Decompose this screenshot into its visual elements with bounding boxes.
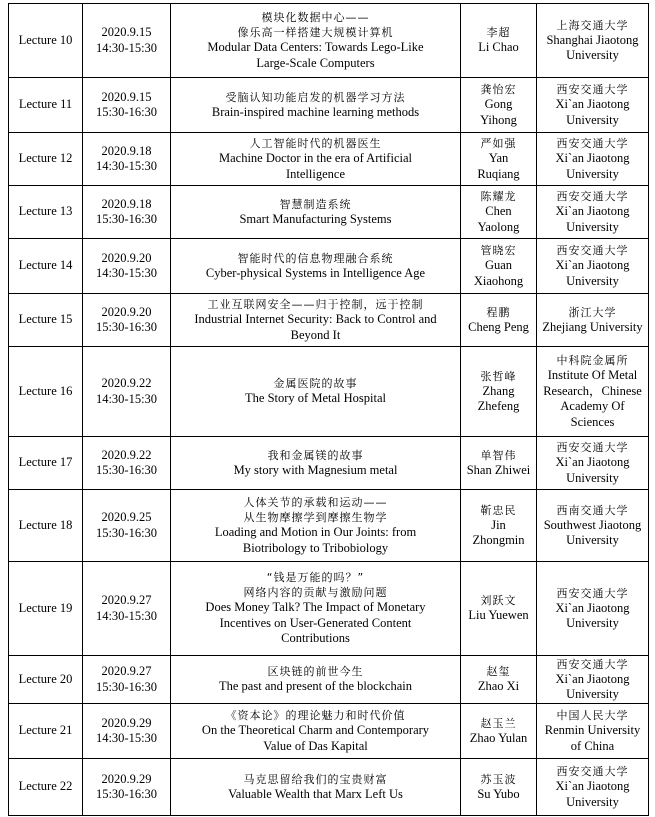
institution-english: of China — [570, 738, 615, 753]
speaker-chinese: 靳忠民 — [480, 503, 517, 517]
lecture-number: Lecture 13 — [18, 204, 73, 219]
lecture-time: 14:30-15:30 — [95, 266, 158, 280]
speaker-cell — [461, 133, 537, 186]
institution-english: Southwest Jiaotong — [543, 517, 642, 532]
institution-english: Xi`an Jiaotong — [555, 455, 630, 469]
speaker-cell — [461, 759, 537, 816]
institution-cell — [537, 347, 649, 437]
institution-chinese: 西安交通大学 — [556, 657, 629, 671]
lecture-number-cell — [9, 4, 83, 78]
institution-english: University — [566, 687, 619, 701]
speaker-cell — [461, 186, 537, 239]
speaker-english: Ruqiang — [477, 166, 520, 181]
title-english: Incentives on User-Generated Content — [219, 615, 412, 630]
date-time-cell — [83, 4, 171, 78]
title-english: Industrial Internet Security: Back to Control and — [194, 312, 437, 326]
schedule-body — [9, 4, 649, 816]
date-time-cell — [83, 490, 171, 562]
lecture-date: 2020.9.15 — [101, 25, 152, 39]
table-row — [9, 562, 649, 656]
institution-english: University — [566, 273, 619, 288]
lecture-date: 2020.9.29 — [101, 715, 152, 730]
lecture-time: 15:30-16:30 — [95, 679, 158, 694]
table-row — [9, 347, 649, 437]
speaker-chinese: 刘跃文 — [480, 594, 517, 608]
title-cell — [171, 704, 461, 759]
table-row — [9, 490, 649, 562]
title-chinese: “钱是万能的吗？” — [266, 571, 365, 585]
institution-chinese: 浙江大学 — [568, 305, 617, 319]
lecture-number-cell — [9, 704, 83, 759]
title-english: Value of Das Kapital — [263, 738, 368, 753]
lecture-number: Lecture 15 — [18, 312, 73, 327]
date-time-cell — [83, 704, 171, 759]
lecture-number-cell — [9, 294, 83, 347]
lecture-time: 15:30-16:30 — [95, 787, 158, 801]
institution-english: University — [566, 112, 619, 127]
lecture-number-cell — [9, 562, 83, 656]
title-chinese: 从生物摩擦学到摩擦生物学 — [243, 511, 388, 524]
speaker-chinese: 单智伟 — [480, 448, 517, 462]
table-row — [9, 294, 649, 347]
institution-english: University — [566, 219, 619, 234]
title-chinese: 金属医院的故事 — [273, 377, 358, 391]
institution-cell — [537, 294, 649, 347]
lecture-date: 2020.9.20 — [101, 250, 152, 265]
title-chinese: 受脑认知功能启发的机器学习方法 — [225, 90, 406, 104]
institution-cell — [537, 239, 649, 294]
date-time-cell — [83, 78, 171, 133]
title-cell — [171, 239, 461, 294]
speaker-cell — [461, 562, 537, 656]
table-row — [9, 239, 649, 294]
date-time-cell — [83, 347, 171, 437]
title-chinese: 智能时代的信息物理融合系统 — [237, 251, 394, 265]
table-row — [9, 759, 649, 816]
date-time-cell — [83, 759, 171, 816]
date-time-cell — [83, 437, 171, 490]
title-cell — [171, 4, 461, 78]
lecture-number-cell — [9, 437, 83, 490]
speaker-english: Xiaohong — [473, 273, 524, 288]
date-time-cell — [83, 294, 171, 347]
speaker-cell — [461, 294, 537, 347]
lecture-time: 15:30-16:30 — [95, 525, 158, 540]
speaker-cell — [461, 490, 537, 562]
institution-cell — [537, 186, 649, 239]
institution-english: Academy Of — [560, 399, 625, 413]
institution-cell — [537, 4, 649, 78]
lecture-date: 2020.9.18 — [101, 143, 152, 158]
speaker-english: Zhongmin — [472, 533, 525, 547]
speaker-english: Chen — [485, 204, 512, 218]
title-english: Cyber-physical Systems in Intelligence Age — [205, 265, 426, 280]
title-chinese: 像乐高一样搭建大规模计算机 — [237, 26, 394, 39]
title-chinese: 模块化数据中心—— — [261, 11, 370, 24]
lecture-date: 2020.9.27 — [101, 593, 152, 607]
institution-english: Xi`an Jiaotong — [555, 258, 630, 272]
institution-cell — [537, 133, 649, 186]
table-row — [9, 704, 649, 759]
speaker-english: Zhao Yulan — [469, 730, 528, 745]
speaker-english: Zhao Xi — [477, 679, 520, 694]
lecture-number-cell — [9, 656, 83, 704]
title-cell — [171, 78, 461, 133]
date-time-cell — [83, 133, 171, 186]
institution-cell — [537, 704, 649, 759]
speaker-chinese: 程鹏 — [486, 305, 511, 319]
institution-chinese: 西南交通大学 — [556, 503, 629, 517]
lecture-time: 15:30-16:30 — [95, 212, 158, 226]
date-time-cell — [83, 656, 171, 704]
institution-chinese: 西安交通大学 — [556, 765, 629, 778]
institution-chinese: 西安交通大学 — [556, 137, 629, 150]
speaker-english: Su Yubo — [477, 786, 520, 801]
institution-chinese: 西安交通大学 — [556, 190, 629, 203]
table-row — [9, 186, 649, 239]
title-chinese: 区块链的前世今生 — [267, 665, 364, 679]
title-cell — [171, 186, 461, 239]
lecture-time: 15:30-16:30 — [95, 105, 158, 119]
lecture-date: 2020.9.25 — [101, 510, 152, 524]
speaker-cell — [461, 239, 537, 294]
title-english: The Story of Metal Hospital — [245, 391, 386, 406]
date-time-cell — [83, 239, 171, 294]
speaker-english: Cheng Peng — [468, 319, 529, 334]
lecture-number-cell — [9, 239, 83, 294]
title-chinese: 工业互联网安全——归于控制，远于控制 — [207, 298, 424, 311]
lecture-date: 2020.9.22 — [101, 376, 152, 390]
date-time-cell — [83, 186, 171, 239]
lecture-date: 2020.9.22 — [101, 447, 152, 462]
speaker-english: Gong — [484, 97, 513, 111]
title-english: Machine Doctor in the era of Artificial — [219, 151, 412, 165]
lecture-date: 2020.9.20 — [101, 304, 152, 319]
institution-english: University — [566, 533, 619, 547]
title-cell — [171, 759, 461, 816]
institution-chinese: 西安交通大学 — [556, 83, 629, 96]
lecture-time: 15:30-16:30 — [95, 320, 158, 334]
title-english: The past and present of the blockchain — [219, 679, 412, 694]
title-cell — [171, 562, 461, 656]
table-row — [9, 656, 649, 704]
title-english: Modular Data Centers: Towards Lego-Like — [207, 40, 424, 54]
institution-cell — [537, 656, 649, 704]
institution-english: Xi`an Jiaotong — [555, 671, 630, 686]
institution-english: Xi`an Jiaotong — [555, 600, 630, 615]
speaker-chinese: 龚怡宏 — [480, 83, 517, 96]
title-chinese: 《资本论》的理论魅力和时代价值 — [225, 709, 406, 722]
speaker-english: Liu Yuewen — [468, 608, 529, 623]
institution-chinese: 西安交通大学 — [556, 441, 629, 454]
title-english: On the Theoretical Charm and Contemporary — [201, 723, 430, 737]
title-chinese: 人工智能时代的机器医生 — [249, 137, 382, 150]
institution-english: University — [566, 48, 619, 62]
institution-english: University — [566, 470, 619, 485]
institution-cell — [537, 78, 649, 133]
lecture-number-cell — [9, 490, 83, 562]
title-english: Beyond It — [290, 327, 341, 342]
institution-chinese: 西安交通大学 — [556, 244, 629, 257]
table-row — [9, 4, 649, 78]
speaker-chinese: 苏玉波 — [480, 772, 517, 786]
lecture-number: Lecture 22 — [18, 779, 73, 794]
speaker-english: Jin — [491, 517, 506, 532]
lecture-number-cell — [9, 186, 83, 239]
title-english: Valuable Wealth that Marx Left Us — [228, 786, 403, 801]
title-cell — [171, 294, 461, 347]
lecture-date: 2020.9.27 — [101, 664, 152, 678]
institution-english: Xi`an Jiaotong — [555, 151, 630, 165]
title-english: Contributions — [281, 631, 350, 646]
lecture-date: 2020.9.15 — [101, 89, 152, 104]
speaker-cell — [461, 4, 537, 78]
title-chinese: 智慧制造系统 — [279, 197, 352, 211]
institution-cell — [537, 490, 649, 562]
institution-english: University — [566, 616, 619, 630]
lecture-time: 14:30-15:30 — [95, 391, 158, 406]
speaker-cell — [461, 78, 537, 133]
table-row — [9, 133, 649, 186]
title-cell — [171, 347, 461, 437]
lecture-date: 2020.9.18 — [101, 196, 152, 211]
institution-english: Xi`an Jiaotong — [555, 97, 630, 111]
lecture-time: 14:30-15:30 — [95, 731, 158, 745]
speaker-english: Zhang — [482, 383, 515, 398]
speaker-english: Li Chao — [478, 40, 519, 55]
lecture-number: Lecture 19 — [18, 600, 73, 615]
institution-chinese: 中科院金属所 — [556, 354, 629, 367]
table-row — [9, 437, 649, 490]
title-english: Smart Manufacturing Systems — [239, 211, 392, 226]
speaker-english: Shan Zhiwei — [466, 462, 531, 477]
lecture-date: 2020.9.29 — [101, 771, 152, 786]
speaker-chinese: 李超 — [486, 26, 511, 40]
lecture-time: 14:30-15:30 — [95, 608, 158, 623]
title-cell — [171, 437, 461, 490]
lecture-number-cell — [9, 759, 83, 816]
institution-cell — [537, 562, 649, 656]
institution-cell — [537, 437, 649, 490]
title-english: Brain-inspired machine learning methods — [211, 104, 420, 119]
speaker-cell — [461, 656, 537, 704]
speaker-chinese: 管晓宏 — [480, 244, 517, 257]
institution-english: Research，Chinese — [543, 383, 642, 398]
title-english: My story with Magnesium metal — [233, 462, 398, 477]
table-row — [9, 78, 649, 133]
institution-chinese: 上海交通大学 — [556, 18, 629, 32]
lecture-time: 14:30-15:30 — [95, 159, 158, 173]
speaker-cell — [461, 704, 537, 759]
date-time-cell — [83, 562, 171, 656]
title-english: Intelligence — [286, 166, 345, 181]
institution-english: Shanghai Jiaotong — [546, 32, 639, 47]
institution-english: Xi`an Jiaotong — [555, 779, 630, 793]
lecture-number: Lecture 21 — [18, 723, 73, 738]
institution-cell — [537, 759, 649, 816]
lecture-number: Lecture 16 — [18, 383, 73, 398]
lecture-number: Lecture 18 — [18, 517, 73, 532]
lecture-number-cell — [9, 347, 83, 437]
lecture-time: 14:30-15:30 — [95, 40, 158, 55]
institution-english: University — [566, 794, 619, 809]
institution-english: Zhejiang University — [542, 319, 643, 334]
title-chinese: 马克思留给我们的宝贵财富 — [243, 772, 388, 786]
lecture-number: Lecture 20 — [18, 671, 73, 686]
speaker-chinese: 赵玉兰 — [480, 716, 517, 730]
institution-english: Xi`an Jiaotong — [555, 204, 630, 218]
title-english: Loading and Motion in Our Joints: from — [214, 525, 417, 539]
lecture-number: Lecture 17 — [18, 455, 73, 470]
institution-chinese: 西安交通大学 — [556, 586, 629, 600]
speaker-english: Yaolong — [477, 219, 520, 234]
title-english: Does Money Talk? The Impact of Monetary — [205, 600, 426, 615]
lecture-number: Lecture 11 — [18, 97, 73, 112]
speaker-cell — [461, 347, 537, 437]
institution-chinese: 中国人民大学 — [556, 709, 629, 722]
institution-english: Institute Of Metal — [547, 368, 638, 382]
speaker-chinese: 严如强 — [480, 137, 517, 150]
title-chinese: 网络内容的贡献与激励问题 — [243, 586, 388, 600]
speaker-chinese: 张哲峰 — [480, 369, 517, 383]
institution-english: University — [566, 166, 619, 181]
title-cell — [171, 490, 461, 562]
lecture-number: Lecture 14 — [18, 258, 73, 273]
title-chinese: 人体关节的承载和运动—— — [243, 496, 388, 509]
speaker-chinese: 赵玺 — [486, 665, 511, 679]
title-chinese: 我和金属镁的故事 — [267, 448, 364, 462]
lecture-number-cell — [9, 78, 83, 133]
title-english: Biotribology to Tribobiology — [242, 540, 389, 555]
lecture-number: Lecture 12 — [18, 151, 73, 166]
lecture-schedule-table — [8, 3, 649, 816]
title-cell — [171, 656, 461, 704]
speaker-chinese: 陈耀龙 — [480, 190, 517, 203]
institution-english: Sciences — [570, 414, 615, 429]
title-english: Large-Scale Computers — [256, 55, 375, 70]
speaker-cell — [461, 437, 537, 490]
lecture-time: 15:30-16:30 — [95, 463, 158, 477]
speaker-english: Yan — [488, 151, 509, 165]
speaker-english: Yihong — [480, 112, 517, 127]
institution-english: Renmin University — [544, 723, 641, 737]
title-cell — [171, 133, 461, 186]
speaker-english: Guan — [484, 258, 513, 272]
speaker-english: Zhefeng — [477, 399, 520, 413]
lecture-number-cell — [9, 133, 83, 186]
lecture-number: Lecture 10 — [18, 32, 73, 47]
